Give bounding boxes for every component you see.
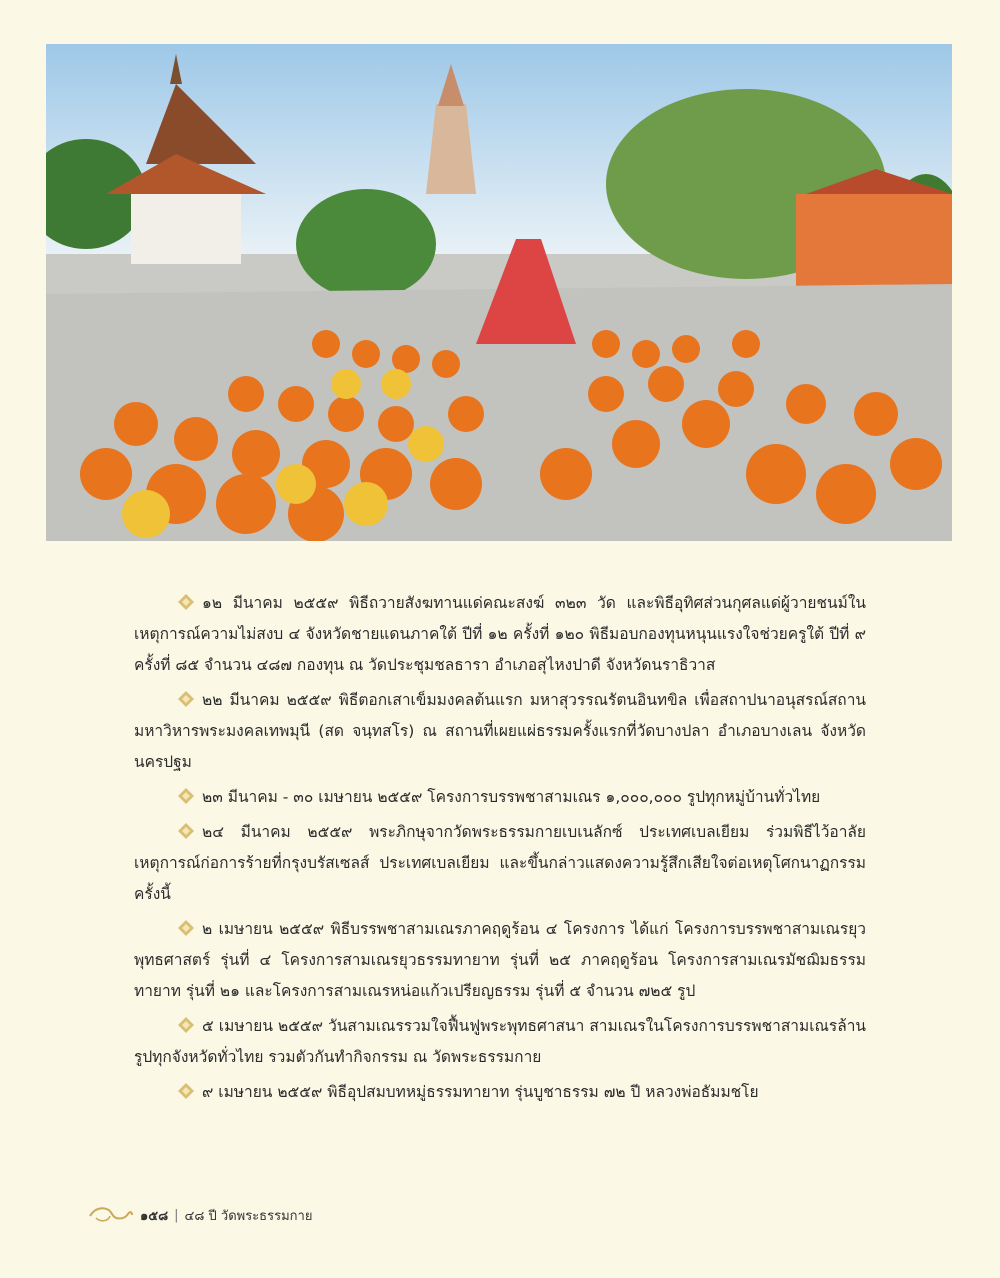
paragraph-text: ๒๓ มีนาคม - ๓๐ เมษายน ๒๕๕๙ โครงการบรรพชาสามเณร ๑,๐๐๐,๐๐๐ รูปทุกหมู่บ้านทั่วไทย xyxy=(202,788,821,806)
diamond-bullet-icon xyxy=(178,1017,194,1033)
paragraph-6 xyxy=(134,1011,866,1073)
page-footer xyxy=(88,1200,312,1230)
ornament-swirl-icon xyxy=(88,1204,134,1226)
paragraph-text: ๙ เมษายน ๒๕๕๙ พิธีอุปสมบทหมู่ธรรมทายาท รุ่นบูชาธรรม ๗๒ ปี หลวงพ่อธัมมชโย xyxy=(202,1083,759,1101)
paragraph-2 xyxy=(134,685,866,778)
diamond-bullet-icon xyxy=(178,594,194,610)
diamond-bullet-icon xyxy=(178,691,194,707)
paragraph-3 xyxy=(134,782,866,813)
paragraph-4 xyxy=(134,817,866,910)
paragraph-7 xyxy=(134,1077,866,1108)
paragraph-text: ๑๒ มีนาคม ๒๕๕๙ พิธีถวายสังฆทานแด่คณะสงฆ์ ๓๒๓ วัด และพิธีอุทิศส่วนกุศลแด่ผู้วายชนม์ในเหตุการณ์ความไม่สงบ ๔ จังหวัดชายแดนภาคใต้ ปีที่ ๑๒ ครั้งที่ ๑๒๐ พิธีมอบกองทุนหนุนแรงใจช่วยครูใต้ ปีที่ ๙ ครั้งที่ ๘๕ จำนวน ๔๘๗ กองทุน ณ วัดประชุมชลธารา อำเภอสุไหงปาดี จังหวัดนราธิวาส xyxy=(134,594,866,674)
book-title: ๔๘ ปี วัดพระธรรมกาย xyxy=(184,1208,313,1224)
paragraph-text: ๒๔ มีนาคม ๒๕๕๙ พระภิกษุจากวัดพระธรรมกายเบเนลักซ์ ประเทศเบลเยียม ร่วมพิธีไว้อาลัยเหตุการณ์ก่อการร้ายที่กรุงบรัสเซลส์ ประเทศเบลเยียม และขึ้นกล่าวแสดงความรู้สึกเสียใจต่อเหตุโศกนาฏกรรมครั้งนี้ xyxy=(134,823,866,903)
paragraph-text: ๒๒ มีนาคม ๒๕๕๙ พิธีตอกเสาเข็มมงคลต้นแรก มหาสุวรรณรัตนอินทขิล เพื่อสถาปนาอนุสรณ์สถานมหาวิหารพระมงคลเทพมุนี (สด จนฺทสโร) ณ สถานที่เผยแผ่ธรรมครั้งแรกที่วัดบางปลา อำเภอบางเลน จังหวัดนครปฐม xyxy=(134,691,866,771)
diamond-bullet-icon xyxy=(178,823,194,839)
ceremony-photo xyxy=(46,44,952,541)
diamond-bullet-icon xyxy=(178,1083,194,1099)
article-body xyxy=(134,588,866,1112)
diamond-bullet-icon xyxy=(178,788,194,804)
diamond-bullet-icon xyxy=(178,920,194,936)
paragraph-5 xyxy=(134,914,866,1007)
paragraph-1 xyxy=(134,588,866,681)
footer-separator: | xyxy=(174,1207,179,1223)
paragraph-text: ๒ เมษายน ๒๕๕๙ พิธีบรรพชาสามเณรภาคฤดูร้อน ๔ โครงการ ได้แก่ โครงการบรรพชาสามเณรยุวพุทธศาสตร์ รุ่นที่ ๔ โครงการสามเณรยุวธรรมทายาท รุ่นที่ ๒๕ ภาคฤดูร้อน โครงการสามเณรมัชฌิมธรรมทายาท รุ่นที่ ๒๑ และโครงการสามเณรหน่อแก้วเปรียญธรรม รุ่นที่ ๕ จำนวน ๗๒๕ รูป xyxy=(134,920,866,1000)
photo-illustration xyxy=(46,44,952,541)
paragraph-text: ๕ เมษายน ๒๕๕๙ วันสามเณรรวมใจฟื้นฟูพระพุทธศาสนา สามเณรในโครงการบรรพชาสามเณรล้านรูปทุกจังหวัดทั่วไทย รวมตัวกันทำกิจกรรม ณ วัดพระธรรมกาย xyxy=(134,1017,866,1066)
page-number: ๑๕๘ xyxy=(140,1208,169,1224)
